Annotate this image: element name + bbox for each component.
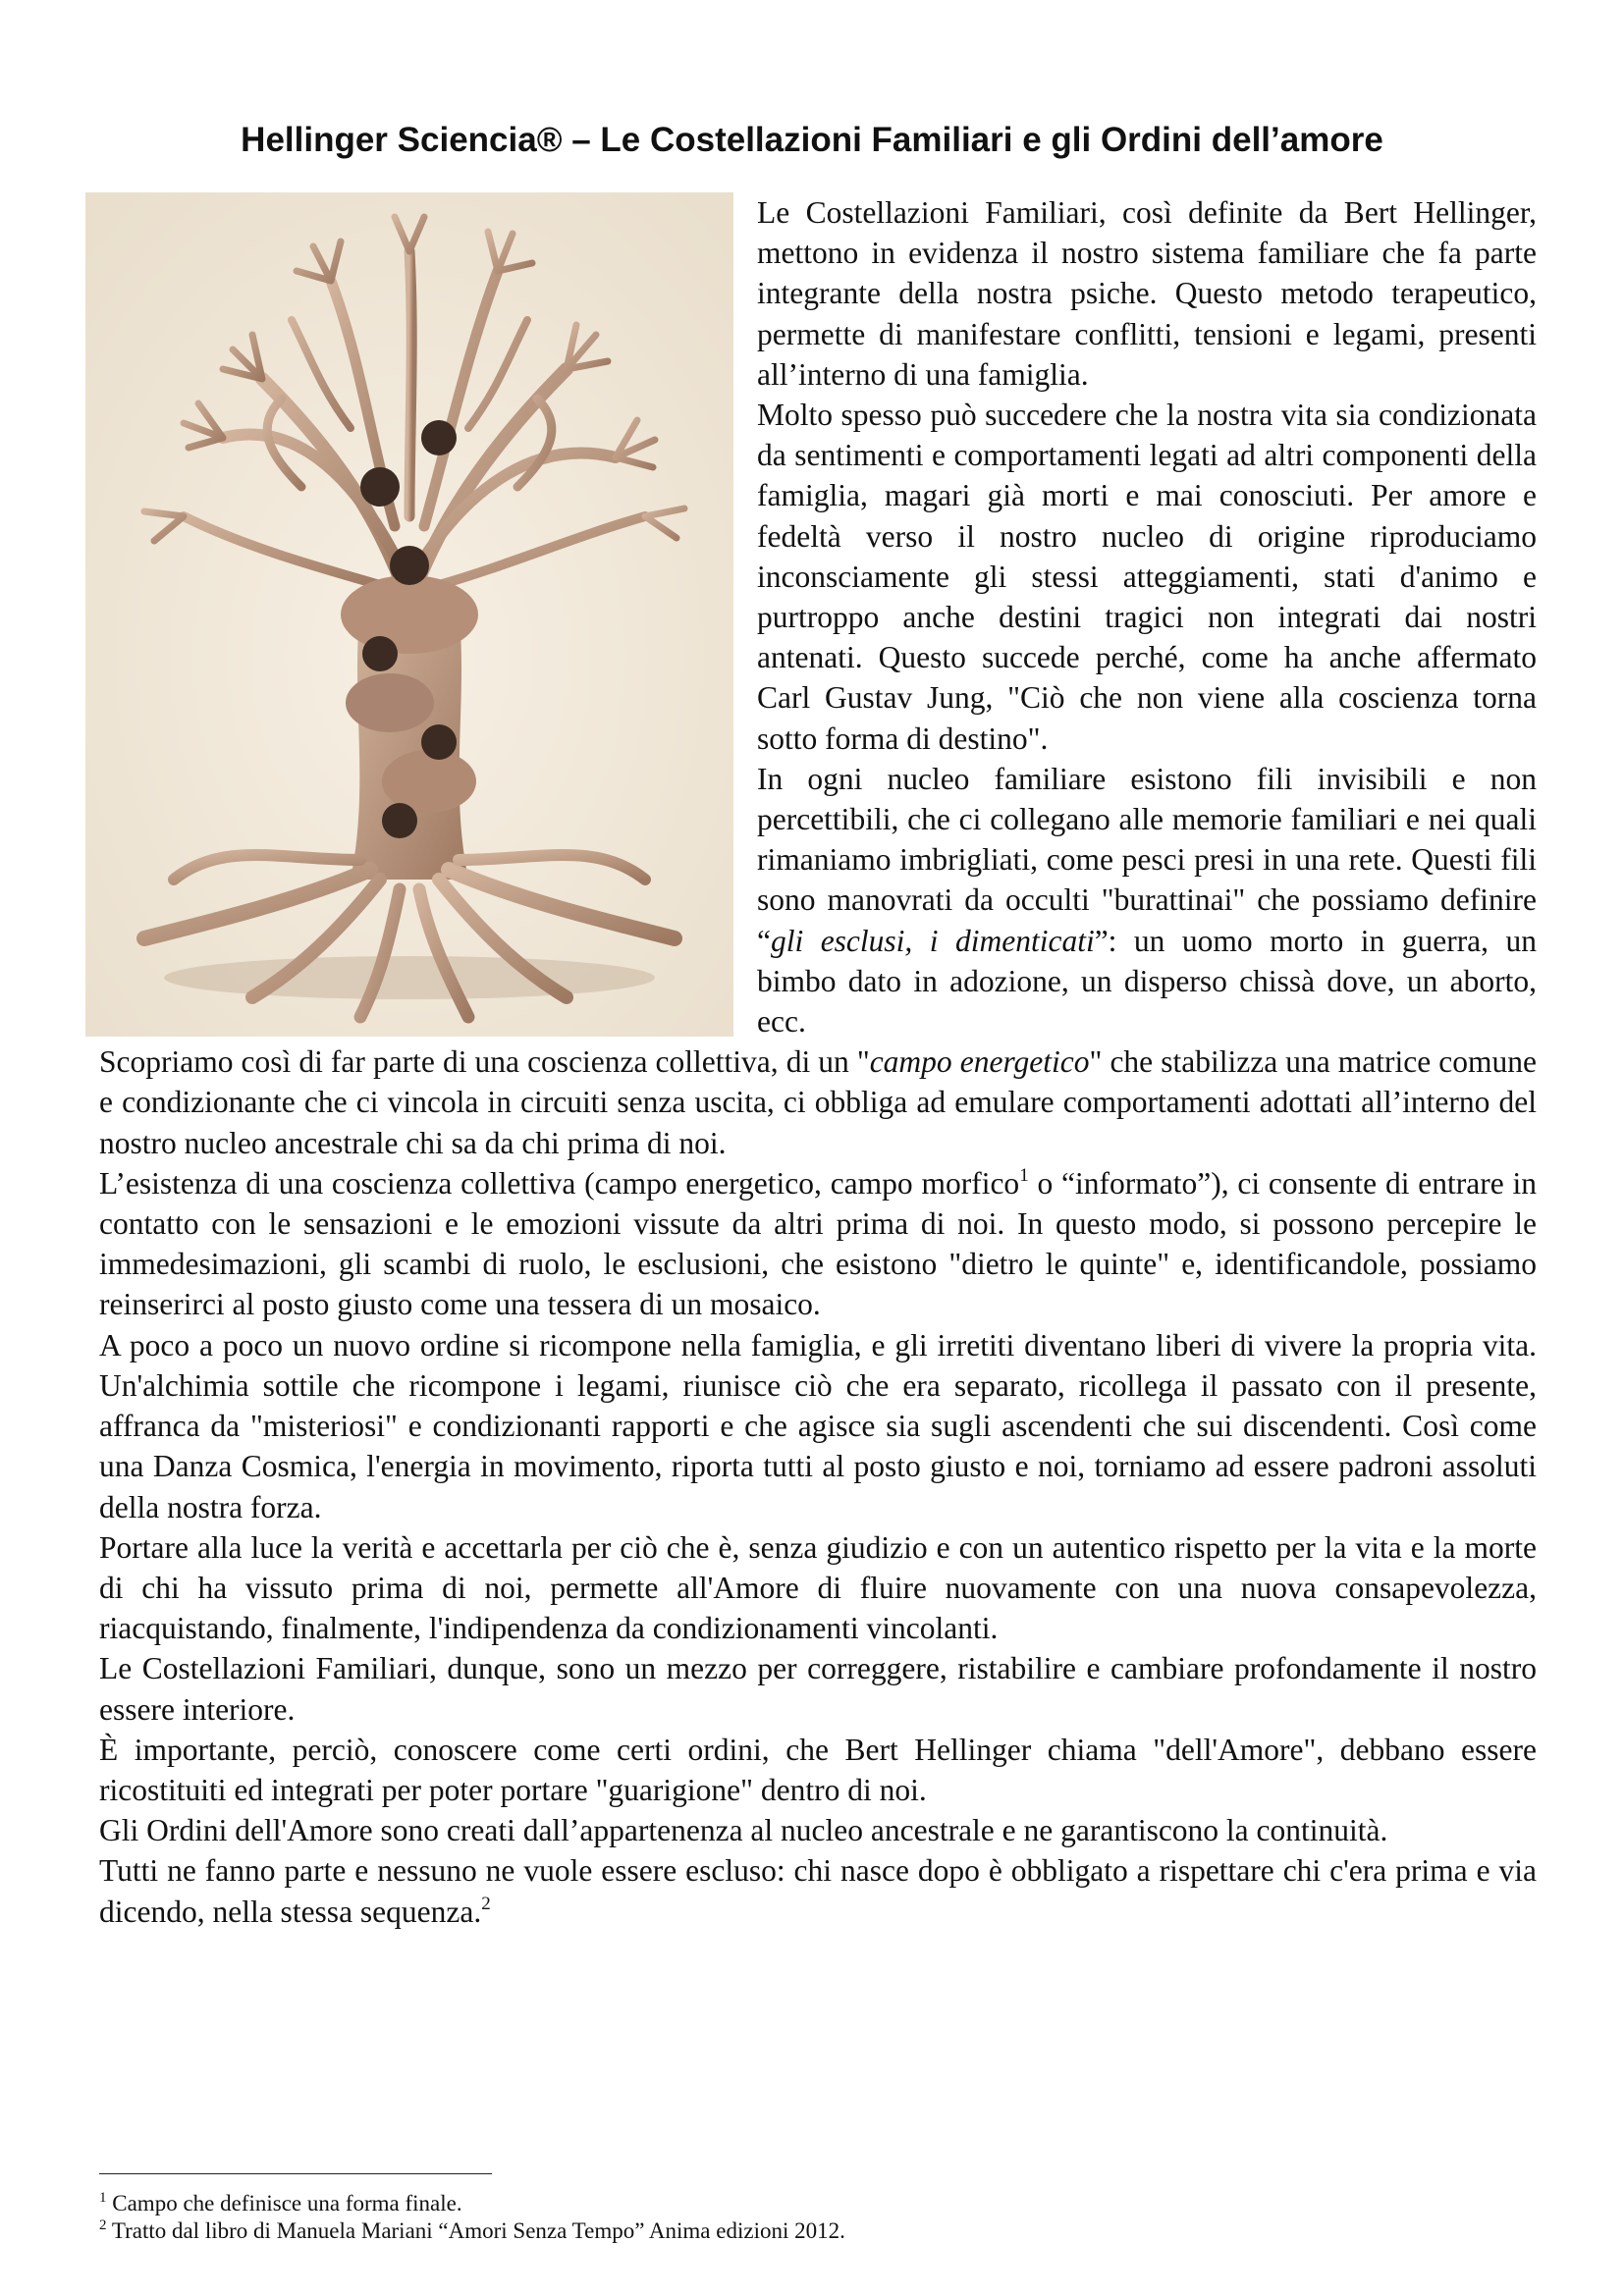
paragraph-6: A poco a poco un nuovo ordine si ricompone nella famiglia, e gli irretiti diventano liberi di vivere la propria vita. Un'alchimia sottile che ricompone i legami, riunisce ciò che era separato, ricollega il passato con il presente, affranca da "misteriosi" e condizionanti rapporti e che agisce sia sugli ascendenti che sui discendenti. Così come una Danza Cosmica, l'energia in movimento, riporta tutti al posto giusto e noi, torniamo ad essere padroni assoluti della nostra forza.: [99, 1327, 1537, 1524]
paragraph-3-part-a: In ogni nucleo familiare esistono fili invisibili e non percettibili, che ci collegano alle memorie familiari e nei quali rimaniamo imbrigliati, come pesci presi in una rete. Questi fili sono manovrati da occulti "burattinai" che possiamo definire “: [757, 761, 1537, 958]
paragraph-4-part-a: Scopriamo così di far parte di una coscienza collettiva, di un ": [99, 1044, 870, 1080]
paragraph-11: [99, 1850, 1537, 1931]
paragraph-3-part-b: ”: un uomo morto in guerra, un bimbo dato in adozione, un disperso chissà dove, un aborto, ecc.: [757, 923, 1537, 1040]
article-body: [99, 192, 1537, 1932]
footnote-ref-1[interactable]: 1: [1019, 1164, 1029, 1186]
tree-of-dancers-image: [85, 192, 733, 1037]
footnote-1: [99, 2190, 1533, 2217]
footnotes: [99, 2190, 1533, 2245]
footnote-ref-2[interactable]: 2: [481, 1893, 491, 1914]
paragraph-5-part-a: L’esistenza di una coscienza collettiva (campo energetico, campo morfico: [99, 1165, 1020, 1201]
paragraph-7: Portare alla luce la verità e accettarla per ciò che è, senza giudizio e con un autentico rispetto per la vita e la morte di chi ha vissuto prima di noi, permette all'Amore di fluire nuovamente con una nuova consapevolezza, riacquistando, finalmente, l'indipendenza da condizionamenti vincolanti.: [99, 1529, 1537, 1646]
paragraph-2: Molto spesso può succedere che la nostra vita sia condizionata da sentimenti e comportamenti legati ad altri componenti della famiglia, magari già morti e mai conosciuti. Per amore e fedeltà verso il nostro nucleo di origine riproduciamo inconsciamente gli stessi atteggiamenti, stati d'animo e purtroppo anche destini tragici non integrati dai nostri antenati. Questo succede perché, come ha anche affermato Carl Gustav Jung, "Ciò che non viene alla coscienza torna sotto forma di destino".: [757, 398, 1537, 756]
footnote-1-number: 1: [99, 2190, 107, 2206]
paragraph-1: Le Costellazioni Familiari, così definite da Bert Hellinger, mettono in evidenza il nostro sistema familiare che fa parte integrante della nostra psiche. Questo metodo terapeutico, permette di manifestare conflitti, tensioni e legami, presenti all’interno di una famiglia.: [757, 195, 1537, 392]
document-title: Hellinger Sciencia® – Le Costellazioni Familiari e gli Ordini dell’amore: [241, 121, 1383, 160]
paragraph-5: [99, 1163, 1537, 1325]
paragraph-9: È importante, perciò, conoscere come certi ordini, che Bert Hellinger chiama "dell'Amore", debbano essere ricostituiti ed integrati per poter portare "guarigione" dentro di noi.: [99, 1732, 1537, 1807]
footnote-2: [99, 2217, 1533, 2245]
paragraph-4: [99, 1041, 1537, 1163]
paragraph-11-text: Tutti ne fanno parte e nessuno ne vuole essere escluso: chi nasce dopo è obbligato a rispettare chi c'era prima e via dicendo, nella stessa sequenza.: [99, 1853, 1537, 1929]
paragraph-4-part-b: " che stabilizza una matrice comune e condizionante che ci vincola in circuiti senza uscita, ci obbliga ad emulare comportamenti adottati all’interno del nostro nucleo ancestrale chi sa da chi prima di noi.: [99, 1044, 1538, 1160]
footnote-1-text: Campo che definisce una forma finale.: [106, 2191, 462, 2216]
footnote-separator: [99, 2173, 492, 2174]
footnote-2-number: 2: [99, 2217, 107, 2233]
footnote-2-text: Tratto dal libro di Manuela Mariani “Amori Senza Tempo” Anima edizioni 2012.: [106, 2218, 845, 2243]
paragraph-3-italic: gli esclusi, i dimenticati: [770, 923, 1095, 958]
paragraph-4-italic: campo energetico: [869, 1044, 1090, 1080]
paragraph-5-part-b: o “informato”), ci consente di entrare in contatto con le sensazioni e le emozioni vissute da altri prima di noi. In questo modo, si possono percepire le immedesimazioni, gli scambi di ruolo, le esclusioni, che esistono "dietro le quinte" e, identificandole, possiamo reinserirci al posto giusto come una tessera di un mosaico.: [99, 1165, 1537, 1322]
paragraph-8: Le Costellazioni Familiari, dunque, sono un mezzo per correggere, ristabilire e cambiare profondamente il nostro essere interiore.: [99, 1651, 1537, 1727]
paragraph-10: Gli Ordini dell'Amore sono creati dall’appartenenza al nucleo ancestrale e ne garantiscono la continuità.: [99, 1813, 1388, 1848]
